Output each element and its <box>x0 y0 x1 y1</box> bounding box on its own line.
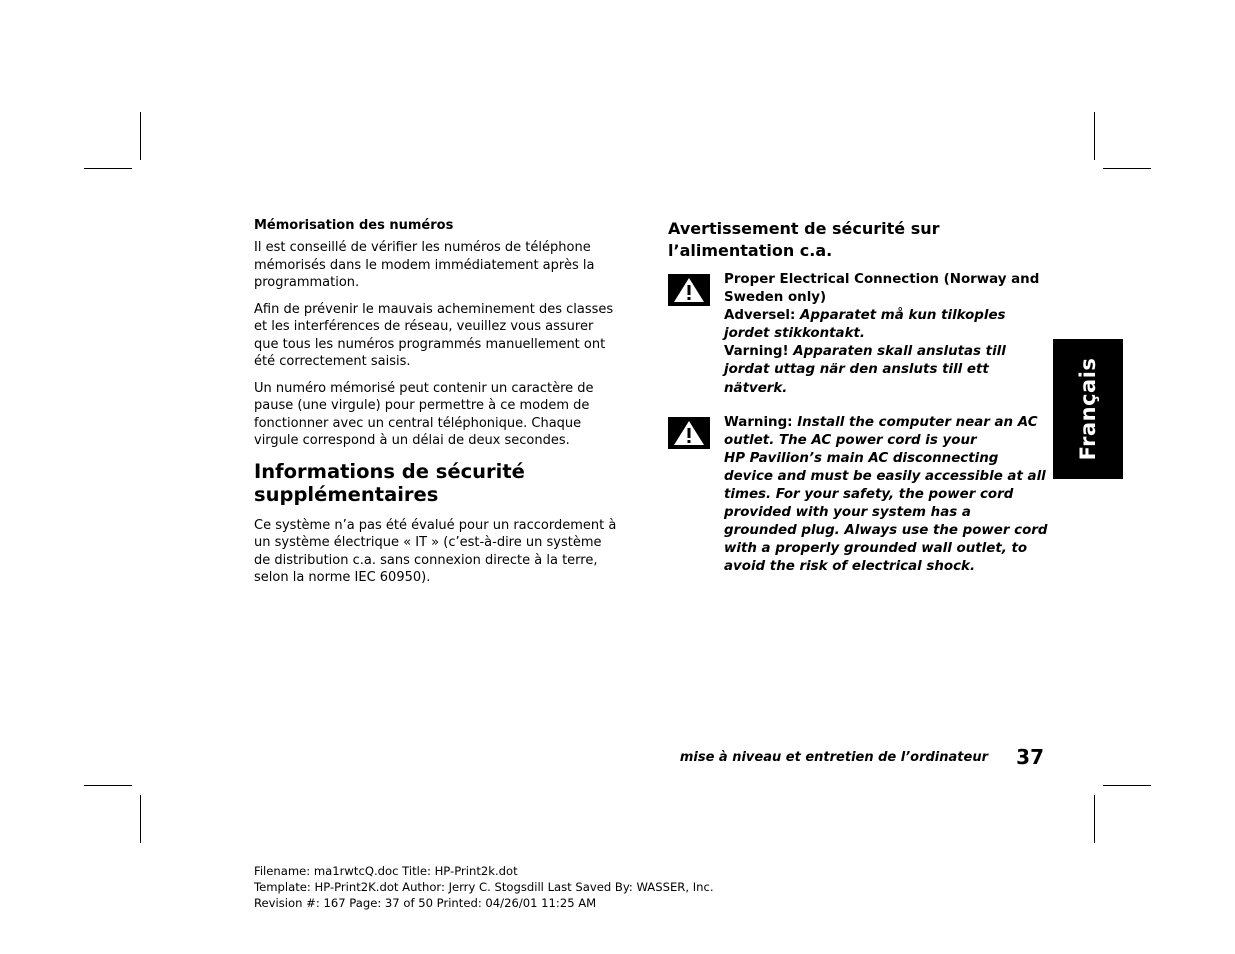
document-metadata <box>254 863 714 911</box>
norwegian-text: Apparatet må kun tilkoples jordet stikkontakt. <box>724 308 1006 342</box>
page-number: 37 <box>1016 745 1044 769</box>
crop-mark <box>140 112 141 160</box>
subheading-memorisation: Mémorisation des numéros <box>254 218 454 233</box>
left-column <box>254 218 620 596</box>
ac-safety-heading-line2: l’alimentation c.a. <box>668 241 833 260</box>
language-tab <box>1053 339 1123 479</box>
warning-text-part1: Install the computer near an AC outlet. The AC power cord is your <box>724 414 1038 448</box>
crop-mark <box>1094 795 1095 843</box>
warning-text-first <box>724 414 1048 450</box>
norwegian-warning <box>724 307 1048 343</box>
swedish-text: Apparaten skall anslutas till jordat uttag när den ansluts till ett nätverk. <box>724 344 1006 396</box>
metadata-line: Filename: ma1rwtcQ.doc Title: HP-Print2k.dot <box>254 864 518 878</box>
right-column <box>668 218 1048 577</box>
crop-mark <box>84 168 132 169</box>
crop-mark <box>1094 112 1095 160</box>
metadata-line: Template: HP-Print2K.dot Author: Jerry C. Stogsdill Last Saved By: WASSER, Inc. <box>254 880 714 894</box>
metadata-line: Revision #: 167 Page: 37 of 50 Printed: 04/26/01 11:25 AM <box>254 896 597 910</box>
warning-label: Warning: <box>724 414 793 430</box>
paragraph: Il est conseillé de vérifier les numéros de téléphone mémorisés dans le modem immédiatement après la programmation. <box>254 240 595 290</box>
warning-text-part2: HP Pavilion’s main AC disconnecting device and must be easily accessible at all times. For your safety, the power cord provided with your system has a grounded plug. Always use the power cord with a properly grounded wall outlet, to avoid the risk of electrical shock. <box>724 450 1048 575</box>
running-footer-title: mise à niveau et entretien de l’ordinateur <box>679 750 988 765</box>
swedish-label: Varning! <box>724 344 789 360</box>
section-heading: Informations de sécurité supplémentaires <box>254 459 525 506</box>
crop-mark <box>140 795 141 843</box>
warning-triangle-icon <box>668 417 710 449</box>
ac-safety-heading <box>668 218 1048 262</box>
crop-mark <box>1103 168 1151 169</box>
warning-title: Proper Electrical Connection (Norway and Sweden only) <box>724 272 1040 306</box>
swedish-warning <box>724 343 1048 397</box>
warning-norway-sweden <box>668 271 1048 398</box>
language-tab-label: Français <box>1076 357 1100 461</box>
warning-triangle-icon <box>668 274 710 306</box>
ac-safety-heading-line1: Avertissement de sécurité sur <box>668 219 940 238</box>
section-paragraph: Ce système n’a pas été évalué pour un raccordement à un système électrique « IT » (c’est-à-dire un système de distribution c.a. sans connexion directe à la terre, selon la norme IEC 60950). <box>254 517 617 585</box>
warning-ac-outlet <box>668 414 1048 577</box>
crop-mark <box>84 785 132 786</box>
paragraph: Un numéro mémorisé peut contenir un caractère de pause (une virgule) pour permettre à ce modem de fonctionner avec un central téléphonique. Chaque virgule correspond à un délai de deux secondes. <box>254 380 594 448</box>
paragraph: Afin de prévenir le mauvais acheminement des classes et les interférences de réseau, veuillez vous assurer que tous les numéros programmés manuellement ont été correctement saisis. <box>254 301 614 369</box>
norwegian-label: Adversel: <box>724 308 796 324</box>
crop-mark <box>1103 785 1151 786</box>
